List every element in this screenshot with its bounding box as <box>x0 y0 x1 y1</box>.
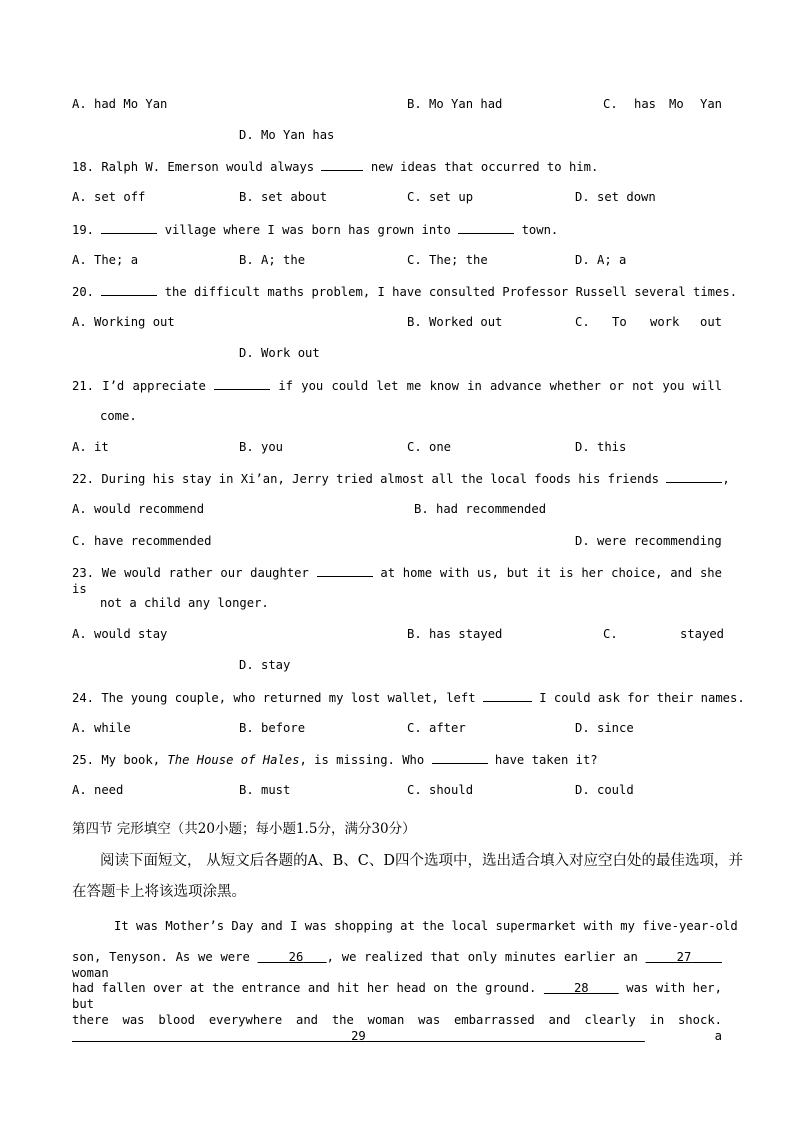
q20-option-a: A. Working out <box>72 315 175 329</box>
q19-option-d: D. A; a <box>575 253 627 267</box>
q17-option-c-word3: Yan <box>700 97 723 111</box>
q20-option-c-letter: C. <box>575 315 590 329</box>
q23-option-c-letter: C. <box>603 627 618 641</box>
q24-stem: 24. The young couple, who returned my lost wallet, left I could ask for their names. <box>72 691 745 705</box>
q19-stem: 19. village where I was born has grown into town. <box>72 223 559 237</box>
q25-option-c: C. should <box>407 783 474 797</box>
q21-option-c: C. one <box>407 440 452 454</box>
q21-stem-line2: come. <box>100 409 137 423</box>
q21-option-b: B. you <box>239 440 284 454</box>
q18-option-b: B. set about <box>239 190 328 204</box>
q20-option-c-word1: To <box>612 315 627 329</box>
q17-option-d: D. Mo Yan has <box>239 128 335 142</box>
q25-option-a: A. need <box>72 783 124 797</box>
q25-book-title: The House of Hales <box>167 753 300 767</box>
q20-option-b: B. Worked out <box>407 315 503 329</box>
q23-option-a: A. would stay <box>72 627 168 641</box>
q20-stem: 20. the difficult maths problem, I have consulted Professor Russell several times. <box>72 285 738 299</box>
blank-26: 26 <box>288 950 304 964</box>
q22-blank <box>666 470 722 483</box>
q23-stem: 23. We would rather our daughter at home with us, but it is her choice, and she is <box>72 566 722 596</box>
q22-option-a: A. would recommend <box>72 502 205 516</box>
section-heading: 第四节 完形填空（共20小题；每小题1.5分，满分30分） <box>72 821 416 837</box>
q22-stem: 22. During his stay in Xi’an, Jerry tried almost all the local foods his friends , <box>72 472 730 486</box>
q17-option-c-word2: Mo <box>669 97 684 111</box>
q19-option-c: C. The; the <box>407 253 488 267</box>
q24-option-c: C. after <box>407 721 466 735</box>
q18-option-a: A. set off <box>72 190 146 204</box>
q23-option-c-word: stayed <box>680 627 725 641</box>
q17-option-c-word1: has <box>634 97 657 111</box>
section-instruction-line1: 阅读下面短文， 从短文后各题的A、B、C、D四个选项中，选出适合填入对应空白处的最佳选项，并 <box>100 853 743 869</box>
q24-option-a: A. while <box>72 721 131 735</box>
blank-28: 28 <box>573 981 589 995</box>
blank-27: 27 <box>676 950 692 964</box>
q20-blank <box>101 283 157 296</box>
q22-option-c: C. have recommended <box>72 534 212 548</box>
passage-line-2: son, Tenyson. As we were 26 , we realized that only minutes earlier an 27 woman <box>72 949 722 981</box>
q21-stem: 21. I’d appreciate if you could let me know in advance whether or not you will <box>72 379 722 393</box>
q23-option-d: D. stay <box>239 658 291 672</box>
q24-option-d: D. since <box>575 721 634 735</box>
q23-stem-line2: not a child any longer. <box>100 596 269 610</box>
passage-line-1: It was Mother’s Day and I was shopping at the local supermarket with my five-year-old <box>114 919 738 933</box>
q20-option-c-word3: out <box>700 315 723 329</box>
q17-option-b: B. Mo Yan had <box>407 97 503 111</box>
q20-option-d: D. Work out <box>239 346 320 360</box>
section-instruction-line2: 在答题卡上将该选项涂黑。 <box>72 884 246 900</box>
q24-blank <box>483 689 532 702</box>
q23-blank <box>317 564 373 577</box>
q24-option-b: B. before <box>239 721 306 735</box>
q22-option-d: D. were recommending <box>575 534 722 548</box>
q25-option-b: B. must <box>239 783 291 797</box>
q17-option-a: A. had Mo Yan <box>72 97 168 111</box>
q18-blank <box>321 158 363 171</box>
q19-blank-2 <box>458 221 514 234</box>
q19-blank-1 <box>101 221 157 234</box>
q25-blank <box>432 751 488 764</box>
q22-option-b: B. had recommended <box>414 502 547 516</box>
q19-option-b: B. A; the <box>239 253 306 267</box>
passage-line-3: had fallen over at the entrance and hit her head on the ground. 28 was with her, but <box>72 981 722 1011</box>
q20-option-c-word2: work <box>650 315 680 329</box>
q18-option-c: C. set up <box>407 190 474 204</box>
q21-option-d: D. this <box>575 440 627 454</box>
q25-stem: 25. My book, The House of Hales, is missing. Who have taken it? <box>72 753 598 767</box>
passage-line-4: there was blood everywhere and the woman was embarrassed and clearly in shock. 29 a <box>72 1013 722 1043</box>
q21-blank <box>214 377 270 390</box>
q17-option-c-letter: C. <box>603 97 618 111</box>
q21-option-a: A. it <box>72 440 109 454</box>
blank-29: 29 <box>351 1029 366 1043</box>
q25-option-d: D. could <box>575 783 634 797</box>
q23-option-b: B. has stayed <box>407 627 503 641</box>
q18-option-d: D. set down <box>575 190 656 204</box>
q18-stem: 18. Ralph W. Emerson would always new ideas that occurred to him. <box>72 160 599 174</box>
q19-option-a: A. The; a <box>72 253 139 267</box>
